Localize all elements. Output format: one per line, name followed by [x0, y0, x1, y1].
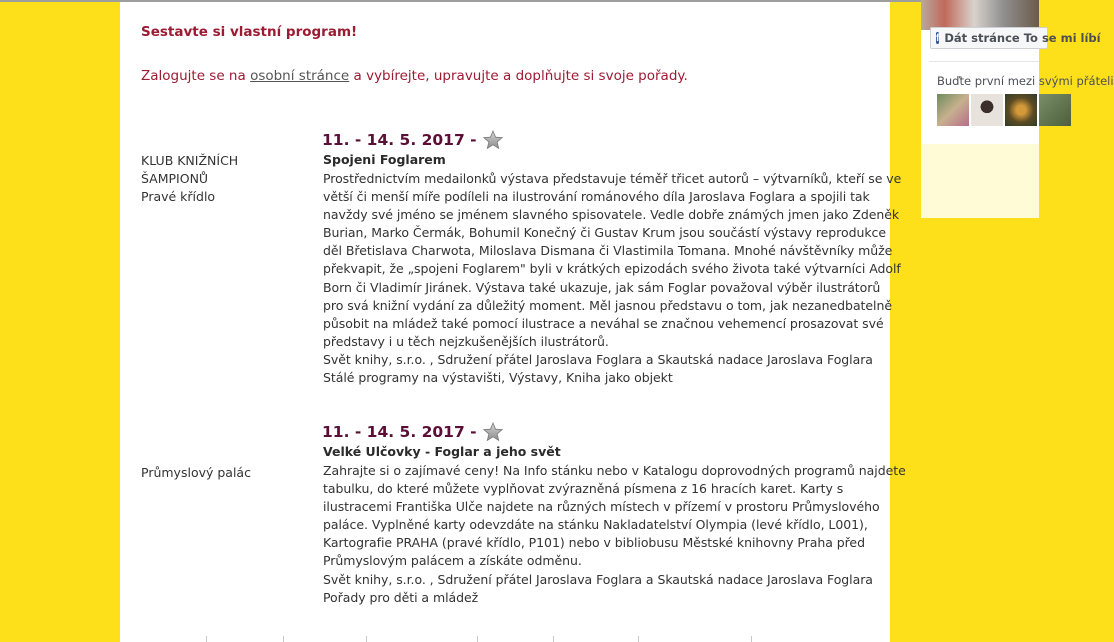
star-icon[interactable] — [483, 130, 503, 150]
description-line: Kartografie PRAHA (pravé křídlo, P101) nebo v bibliobusu Městské knihovny Praha před — [323, 535, 865, 551]
avatar[interactable] — [971, 94, 1003, 126]
event-title: Velké Ulčovky - Foglar a jeho svět — [323, 444, 561, 459]
main-content — [120, 2, 906, 642]
description-line: pro svá knižní vydání za důležitý moment. Měl jasnou představu o tom, jak nezanedbatelně — [323, 297, 892, 313]
tab-divider — [751, 636, 752, 642]
description-line: navždy své jméno se jménem slavného spisovatele. Vedle dobře známých jmen jako Zdeněk — [323, 207, 900, 223]
event-organizers: Svět knihy, s.r.o. , Sdružení přátel Jaroslava Foglara a Skautská nadace Jaroslava Foglara — [323, 571, 873, 587]
facebook-like-label: Dát stránce To se mi líbí — [944, 31, 1101, 45]
description-line: větší či menší míře podíleli na ilustrování románového díla Jaroslava Foglara a spojili tak — [323, 189, 870, 205]
description-line: působit na mládež také pomocí ilustrace a neváhal se značnou vehemencí prosazovat své — [323, 315, 884, 331]
description-line: Prostřednictvím medailonků výstava představuje téměř třicet autorů – výtvarníků, kteří se ve — [323, 171, 902, 186]
bottom-tab-strip — [120, 632, 890, 642]
event-location-line: KLUB KNIŽNÍCH — [141, 153, 239, 168]
facebook-cover-photo — [921, 0, 1039, 30]
description-line: představy i u těch nejzkušenějších ilustrátorů. — [323, 333, 609, 349]
event-categories: Stálé programy na výstavišti, Výstavy, Kniha jako objekt — [323, 370, 673, 386]
event-organizers: Svět knihy, s.r.o. , Sdružení přátel Jaroslava Foglara a Skautská nadace Jaroslava Foglara — [323, 351, 873, 367]
facebook-like-button[interactable] — [930, 27, 1101, 49]
avatar[interactable] — [1005, 94, 1037, 126]
personal-page-link[interactable]: osobní stránce — [250, 68, 350, 84]
event-location — [141, 152, 291, 206]
event-location-line: Průmyslový palác — [141, 465, 251, 480]
intro-heading: Sestavte si vlastní program! — [141, 24, 358, 40]
description-line: tabulku, do které můžete vyplňovat zvýrazněná písmena z 16 hracích karet. Karty s — [323, 481, 844, 497]
description-line: Zahrajte si o zajímavé ceny! Na Info stánku nebo v Katalogu doprovodných programů najdete — [323, 463, 906, 478]
tab-divider — [283, 636, 284, 642]
event-description — [323, 170, 902, 387]
description-line: ilustracemi Františka Ulče najdete na různých místech v přízemí v prostoru Průmyslového — [323, 499, 880, 515]
tab-divider — [206, 636, 207, 642]
tab-divider — [366, 636, 367, 642]
description-line: děl Břetislava Charwota, Miloslava Dismana či Vlastimila Tomana. Mnohé návštěvníky může — [323, 243, 893, 259]
event-date-text: 11. - 14. 5. 2017 - — [322, 131, 477, 149]
facebook-icon: f — [936, 32, 940, 44]
avatar[interactable] — [937, 94, 969, 126]
tab-divider — [553, 636, 554, 642]
facebook-friends-text: Buďte první mezi svými přáteli — [937, 74, 1114, 88]
tab-divider — [477, 636, 478, 642]
divider — [929, 61, 1039, 62]
intro-text — [141, 68, 688, 84]
event-date — [322, 422, 503, 442]
event-description — [323, 462, 906, 607]
facebook-widget-footer — [921, 144, 1039, 218]
event-location — [141, 464, 291, 482]
event-categories: Pořady pro děti a mládež — [323, 589, 479, 605]
event-location-line: ŠAMPIONŮ — [141, 171, 209, 186]
event-date — [322, 130, 503, 150]
description-line: paláce. Vyplněné karty odevzdáte na stánku Nakladatelství Olympia (levé křídlo, L001), — [323, 517, 868, 533]
intro-text-after: a vybírejte, upravujte a doplňujte si svoje pořady. — [349, 68, 688, 84]
event-location-line: Pravé křídlo — [141, 189, 216, 204]
event-date-text: 11. - 14. 5. 2017 - — [322, 423, 477, 441]
tab-divider — [638, 636, 639, 642]
description-line: Burian, Marko Čermák, Bohumil Konečný či Gustav Krum jsou součástí výstavy reprodukce — [323, 225, 886, 241]
facebook-fan-avatars — [937, 94, 1073, 126]
description-line: Born či Vladimír Jiránek. Výstava také ukazuje, jak sám Foglar považoval výběr ilustrátorů — [323, 279, 881, 295]
event-title: Spojeni Foglarem — [323, 152, 446, 167]
description-line: Průmyslovým palácem a získáte odměnu. — [323, 553, 582, 569]
description-line: překvapit, že „spojeni Foglarem" byli v krátkých epizodách svého života také výtvarníci Adolf — [323, 261, 901, 277]
star-icon[interactable] — [483, 422, 503, 442]
intro-text-before: Zalogujte se na — [141, 68, 251, 84]
avatar[interactable] — [1039, 94, 1071, 126]
